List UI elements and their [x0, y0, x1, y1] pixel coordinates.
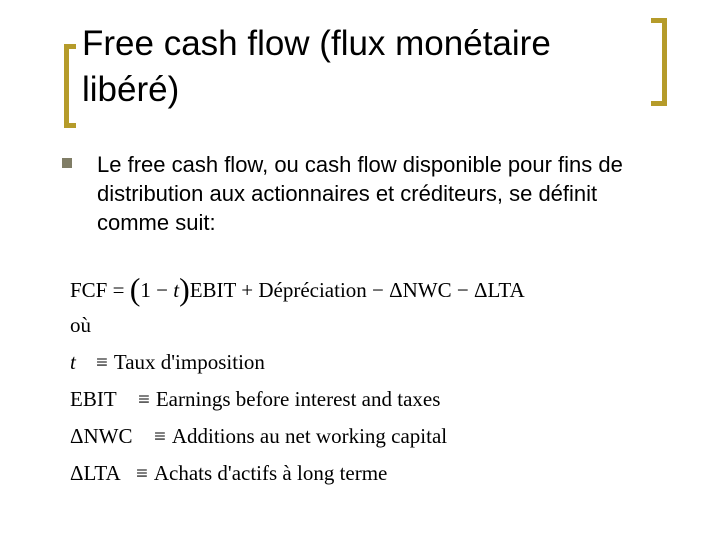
definition-meaning: Earnings before interest and taxes: [155, 387, 441, 411]
slide-title: Free cash flow (flux monétaire libéré): [82, 24, 551, 109]
definition-symbol: ΔLTA: [70, 461, 121, 485]
close-paren: ): [179, 271, 190, 307]
fcf-formula: [70, 271, 630, 498]
definition-row: [70, 350, 630, 387]
definition-equiv: ≡: [96, 350, 108, 374]
definition-symbol: ΔNWC: [70, 424, 133, 448]
definition-symbol: t: [70, 350, 76, 374]
definition-row: [70, 387, 630, 424]
title-bracket-right: [651, 18, 667, 106]
definition-symbol: EBIT: [70, 387, 117, 411]
title-bracket-left: [64, 44, 76, 128]
formula-one-minus: 1 −: [140, 278, 168, 302]
definition-meaning: Taux d'imposition: [113, 350, 265, 374]
definition-equiv: ≡: [136, 461, 148, 485]
definition-meaning: Additions au net working capital: [171, 424, 448, 448]
definition-equiv: ≡: [154, 424, 166, 448]
square-bullet-icon: [62, 158, 72, 168]
definition-row: [70, 424, 630, 461]
formula-equation: [70, 271, 630, 313]
formula-tax-rate: t: [173, 278, 180, 302]
bullet-text: Le free cash flow, ou cash flow disponible pour fins de distribution aux actionnaires et créditeurs, se définit comme suit:: [97, 152, 623, 235]
definition-equiv: ≡: [138, 387, 150, 411]
open-paren: (: [129, 271, 141, 307]
definition-row: [70, 461, 630, 498]
definition-meaning: Achats d'actifs à long terme: [153, 461, 388, 485]
formula-where: où: [70, 313, 91, 337]
formula-rest: EBIT + Dépréciation − ΔNWC − ΔLTA: [189, 278, 525, 302]
formula-lhs: FCF: [70, 278, 108, 302]
formula-equals: =: [112, 278, 125, 302]
